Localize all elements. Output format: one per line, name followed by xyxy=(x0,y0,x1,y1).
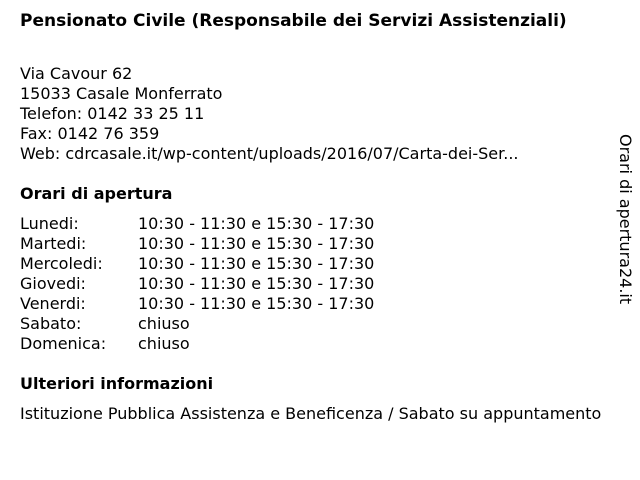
day-label: Giovedi: xyxy=(20,274,86,293)
day-label: Sabato: xyxy=(20,314,82,333)
page-title: Pensionato Civile (Responsabile dei Servizi Assistenziali) xyxy=(20,11,567,31)
day-label: Martedi: xyxy=(20,234,87,253)
opening-hours-heading: Orari di apertura xyxy=(20,184,173,203)
website-link[interactable]: Web: cdrcasale.it/wp-content/uploads/2016/07/Carta-dei-Ser... xyxy=(20,144,519,163)
further-info-heading: Ulteriori informazioni xyxy=(20,374,214,393)
address-city: 15033 Casale Monferrato xyxy=(20,84,223,103)
day-label: Mercoledi: xyxy=(20,254,103,273)
hours-value: chiuso xyxy=(138,334,190,353)
phone-number: Telefon: 0142 33 25 11 xyxy=(20,104,205,123)
further-info-text: Istituzione Pubblica Assistenza e Beneficenza / Sabato su appuntamento xyxy=(20,404,602,423)
hours-value: 10:30 - 11:30 e 15:30 - 17:30 xyxy=(138,274,375,293)
hours-value: 10:30 - 11:30 e 15:30 - 17:30 xyxy=(138,294,375,313)
day-label: Lunedi: xyxy=(20,214,79,233)
site-watermark: Orari di apertura24.it xyxy=(616,134,635,305)
day-label: Domenica: xyxy=(20,334,107,353)
hours-value: 10:30 - 11:30 e 15:30 - 17:30 xyxy=(138,214,375,233)
day-label: Venerdi: xyxy=(20,294,86,313)
hours-value: chiuso xyxy=(138,314,190,333)
fax-number: Fax: 0142 76 359 xyxy=(20,124,160,143)
address-street: Via Cavour 62 xyxy=(20,64,133,83)
hours-value: 10:30 - 11:30 e 15:30 - 17:30 xyxy=(138,254,375,273)
hours-value: 10:30 - 11:30 e 15:30 - 17:30 xyxy=(138,234,375,253)
